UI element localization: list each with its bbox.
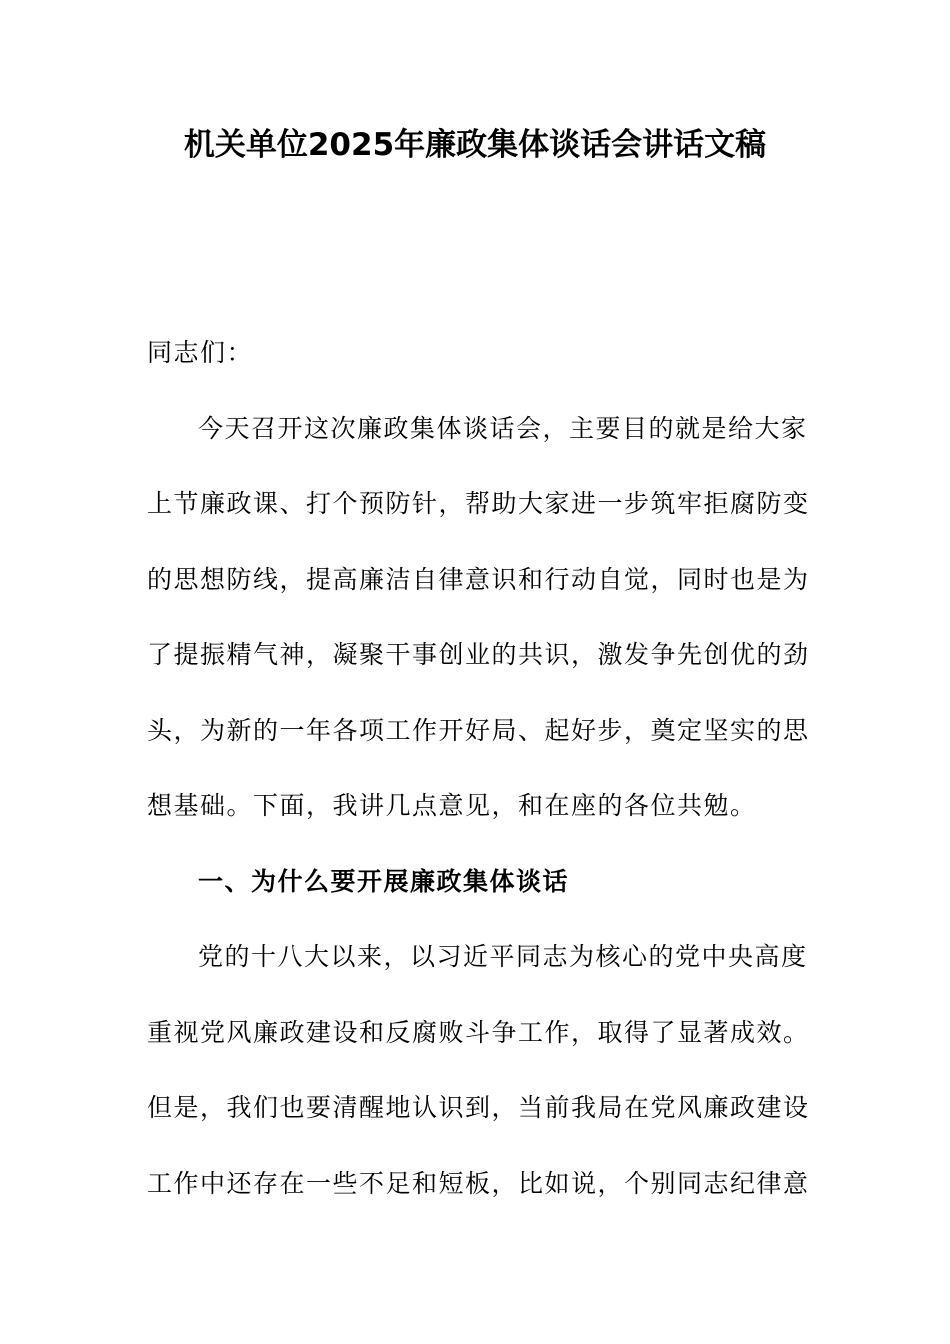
paragraph-line: 头，为新的一年各项工作开好局、起好步，奠定坚实的思 xyxy=(147,715,810,745)
document-body xyxy=(147,325,810,1231)
section-heading: 一、为什么要开展廉政集体谈话 xyxy=(198,866,570,896)
paragraph-line: 但是，我们也要清醒地认识到，当前我局在党风廉政建设 xyxy=(147,1093,810,1122)
paragraph-line: 工作中还存在一些不足和短板，比如说，个别同志纪律意 xyxy=(147,1168,810,1198)
paragraph-line: 想基础。下面，我讲几点意见，和在座的各位共勉。 xyxy=(147,791,757,820)
paragraph-line: 今天召开这次廉政集体谈话会，主要目的就是给大家 xyxy=(198,413,808,443)
paragraph-line: 了提振精气神，凝聚干事创业的共识，激发争先创优的劲 xyxy=(147,640,810,669)
salutation: 同志们： xyxy=(147,338,254,367)
paragraph-line: 党的十八大以来，以习近平同志为核心的党中央高度 xyxy=(198,942,808,971)
paragraph-line: 重视党风廉政建设和反腐败斗争工作，取得了显著成效。 xyxy=(147,1017,810,1047)
paragraph-line: 上节廉政课、打个预防针，帮助大家进一步筑牢拒腐防变 xyxy=(147,489,810,518)
paragraph-line: 的思想防线，提高廉洁自律意识和行动自觉，同时也是为 xyxy=(147,564,810,594)
document-title: 机关单位2025年廉政集体谈话会讲话文稿 xyxy=(183,127,767,163)
